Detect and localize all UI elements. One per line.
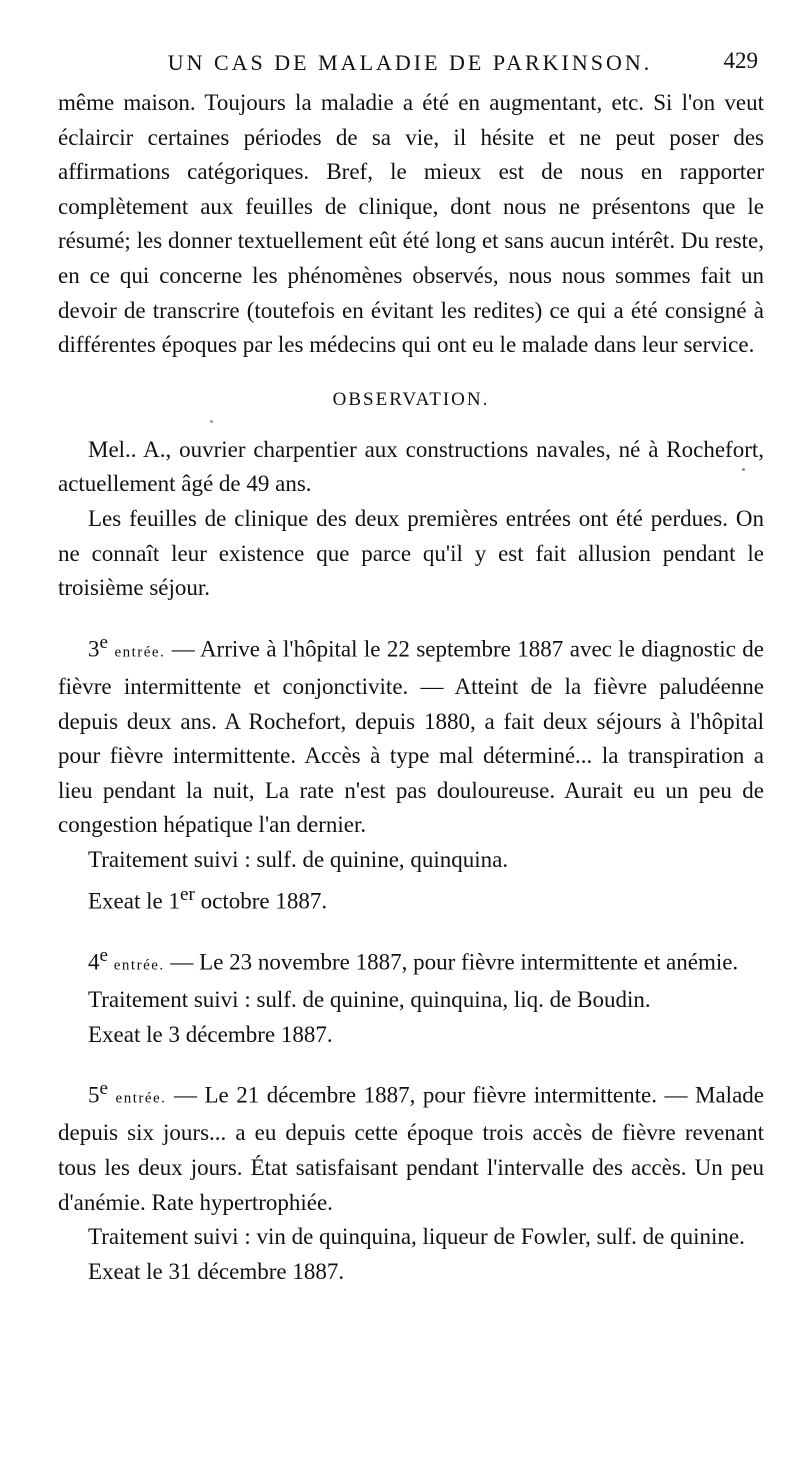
entry-4-exeat <box>58 1018 764 1053</box>
entry-3-label: entrée. <box>114 644 166 661</box>
entry-3-sup: e <box>99 631 109 653</box>
entry-4-paragraph <box>58 939 764 983</box>
entry-4-exeat-text: Exeat le 3 décembre 1887. <box>88 1021 333 1047</box>
lost-files-paragraph: Les feuilles de clinique des deux premières entrées ont été perdues. On ne connaît leur existence que parce qu'il y est fait allusion pendant le troisième séjour. <box>58 505 764 601</box>
entry-5-paragraph <box>58 1072 764 1220</box>
entry-3-exeat-sup: er <box>179 883 195 905</box>
entry-5-exeat <box>58 1255 764 1290</box>
entry-4-treatment: Traitement suivi : sulf. de quinine, quinquina, liq. de Boudin. <box>88 987 651 1013</box>
entry-4-text: — Le 23 novembre 1887, pour fièvre intermittente et anémie. <box>164 949 739 975</box>
entry-5-text: — Le 21 décembre 1887, pour fièvre intermittente. — Malade depuis six jours... a eu depuis cette époque trois accès de fièvre revenant tous les deux jours. État satisfaisant pendant l'intervalle des accès. Un peu d'anémie. Rate hypertrophiée. <box>58 1082 764 1215</box>
entry-3-ordinal: 3 <box>88 636 100 662</box>
entry-5-ordinal: 5 <box>88 1082 100 1108</box>
entry-4-label: entrée. <box>113 957 165 974</box>
intro-paragraph: même maison. Toujours la maladie a été en augmentant, etc. Si l'on veut éclaircir certaines périodes de sa vie, il hésite et ne peut poser des affirmations catégoriques. Bref, le mieux est de nous en rapporter complètement aux feuilles de clinique, dont nous ne présentons que le résumé; les donner textuellement eût été long et sans aucun intérêt. Du reste, en ce qui concerne les phénomènes observés, nous nous sommes fait un devoir de transcrire (toutefois en évitant les redites) ce qui a été consigné à différentes époques par les médecins qui ont eu le malade dans leur service. <box>58 90 764 358</box>
entry-3-exeat <box>58 878 764 919</box>
entry-5-label: entrée. <box>115 1090 167 1107</box>
entry-3-treatment: Traitement suivi : sulf. de quinine, quinquina. <box>88 846 509 872</box>
body-text <box>58 86 764 1289</box>
page-header <box>60 42 760 82</box>
entry-3-exeat-text: Exeat le 1 <box>88 888 180 914</box>
spacer <box>58 1052 764 1072</box>
spacer <box>58 606 764 626</box>
entry-5-exeat-text: Exeat le 31 décembre 1887. <box>88 1258 345 1284</box>
entry-4-sup: e <box>99 944 109 966</box>
page-number: 429 <box>723 48 758 73</box>
section-title: OBSERVATION. <box>332 388 490 410</box>
entry-4-ordinal: 4 <box>88 949 100 975</box>
running-title: UN CAS DE MALADIE DE PARKINSON. <box>167 50 653 75</box>
entry-5-treatment: Traitement suivi : vin de quinquina, liqueur de Fowler, sulf. de quinine. <box>88 1224 745 1250</box>
patient-paragraph: Mel.. A., ouvrier charpentier aux constructions navales, né à Rochefort, actuellement âgé de 49 ans. <box>58 436 764 497</box>
entry-5-sup: e <box>99 1078 109 1100</box>
entry-3-exeat-date: octobre 1887. <box>194 888 328 914</box>
entry-3-text: — Arrive à l'hôpital le 22 septembre 1887 avec le diagnostic de fièvre intermittente et conjonctivite. — Atteint de la fièvre paludéenne depuis deux ans. A Rochefort, depuis 1880, a fait deux séjours à l'hôpital pour fièvre intermittente. Accès à type mal déterminé... la transpiration a lieu pendant la nuit, La rate n'est pas douloureuse. Aurait eu un peu de congestion hépatique l'an dernier. <box>58 636 765 838</box>
entry-3-paragraph <box>58 626 764 843</box>
spacer <box>58 919 764 939</box>
